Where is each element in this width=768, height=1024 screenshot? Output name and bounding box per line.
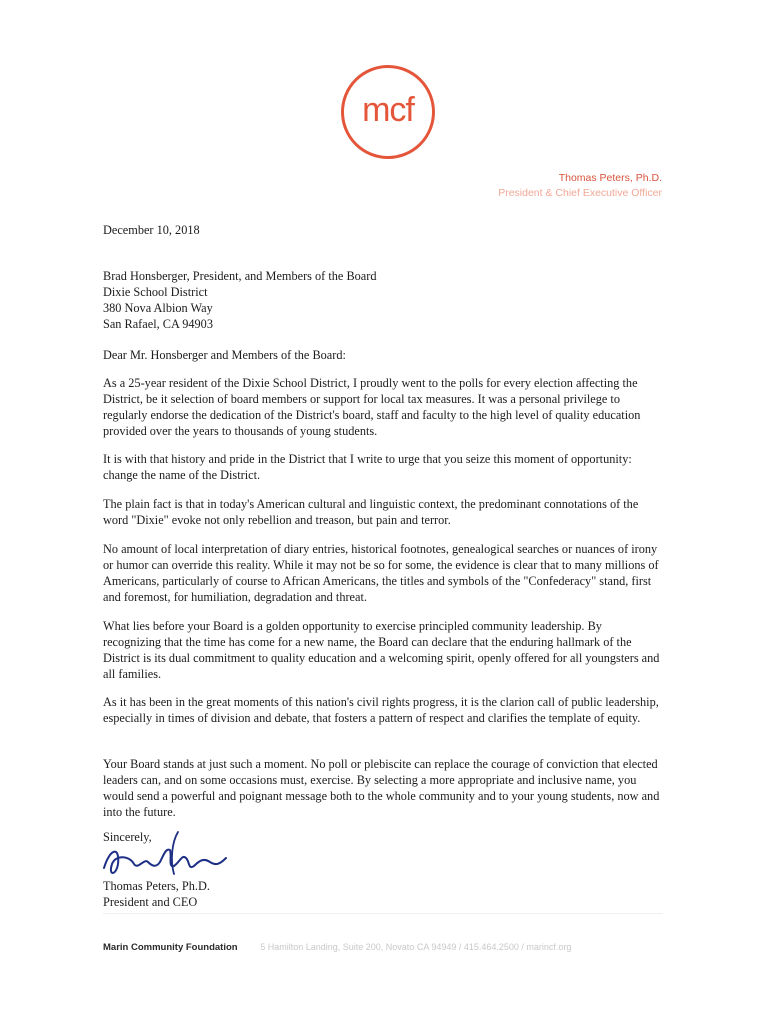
sender-title: President & Chief Executive Officer: [498, 187, 662, 199]
footer-organization: Marin Community Foundation: [103, 942, 238, 953]
salutation: Dear Mr. Honsberger and Members of the Board:: [103, 348, 346, 362]
address-line: Dixie School District: [103, 285, 208, 299]
paragraph: What lies before your Board is a golden opportunity to exercise principled community leadership. By recognizing that the time has come for a new name, the Board can declare that the enduring hallmark of the District is its dual commitment to quality education and a welcoming spirit, openly offered for all youngsters and all families.: [103, 619, 660, 681]
closing: Sincerely,: [103, 830, 152, 844]
mcf-logo: [341, 65, 435, 159]
signer-name: Thomas Peters, Ph.D.: [103, 879, 210, 893]
address-line: San Rafael, CA 94903: [103, 317, 213, 331]
signer-block: [103, 878, 210, 910]
sender-name: Thomas Peters, Ph.D.: [558, 172, 662, 184]
paragraph: As a 25-year resident of the Dixie School District, I proudly went to the polls for every election affecting the District, be it selection of board members or support for local tax measures. It was a personal privilege to regularly endorse the dedication of the District's board, staff and faculty to the high level of quality education provided over the years to thousands of young students.: [103, 376, 641, 438]
letterhead-sender: [498, 171, 662, 201]
address-line: Brad Honsberger, President, and Members of the Board: [103, 269, 377, 283]
address-line: 380 Nova Albion Way: [103, 301, 213, 315]
paragraph: As it has been in the great moments of this nation's civil rights progress, it is the clarion call of public leadership, especially in times of division and debate, that fosters a pattern of respect and clarifies the template of equity.: [103, 695, 659, 725]
letterhead-footer: [103, 942, 663, 953]
paragraph: Your Board stands at just such a moment. No poll or plebiscite can replace the courage of conviction that elected leaders can, and on some occasions must, exercise. By selecting a more appropriate and inclusive name, you would send a powerful and poignant message both to the whole community and to your young students, now and into the future.: [103, 757, 660, 819]
footer-divider: [103, 913, 663, 914]
paragraph: It is with that history and pride in the District that I write to urge that you seize this moment of opportunity: change the name of the District.: [103, 452, 632, 482]
logo-text: mcf: [362, 90, 414, 129]
paragraph: The plain fact is that in today's American cultural and linguistic context, the predominant connotations of the word "Dixie" evoke not only rebellion and treason, but pain and terror.: [103, 497, 639, 527]
footer-address: 5 Hamilton Landing, Suite 200, Novato CA 94949 / 415.464.2500 / marincf.org: [260, 942, 572, 952]
paragraph: No amount of local interpretation of diary entries, historical footnotes, genealogical searches or nuances of irony or humor can override this reality. While it may not be so for some, the evidence is clear that to many millions of Americans, particularly of course to African Americans, the titles and symbols of the "Confederacy" stand, first and foremost, for humiliation, degradation and threat.: [103, 542, 659, 604]
recipient-address: [103, 268, 663, 332]
signer-title: President and CEO: [103, 895, 198, 909]
letter-date: December 10, 2018: [103, 223, 200, 237]
